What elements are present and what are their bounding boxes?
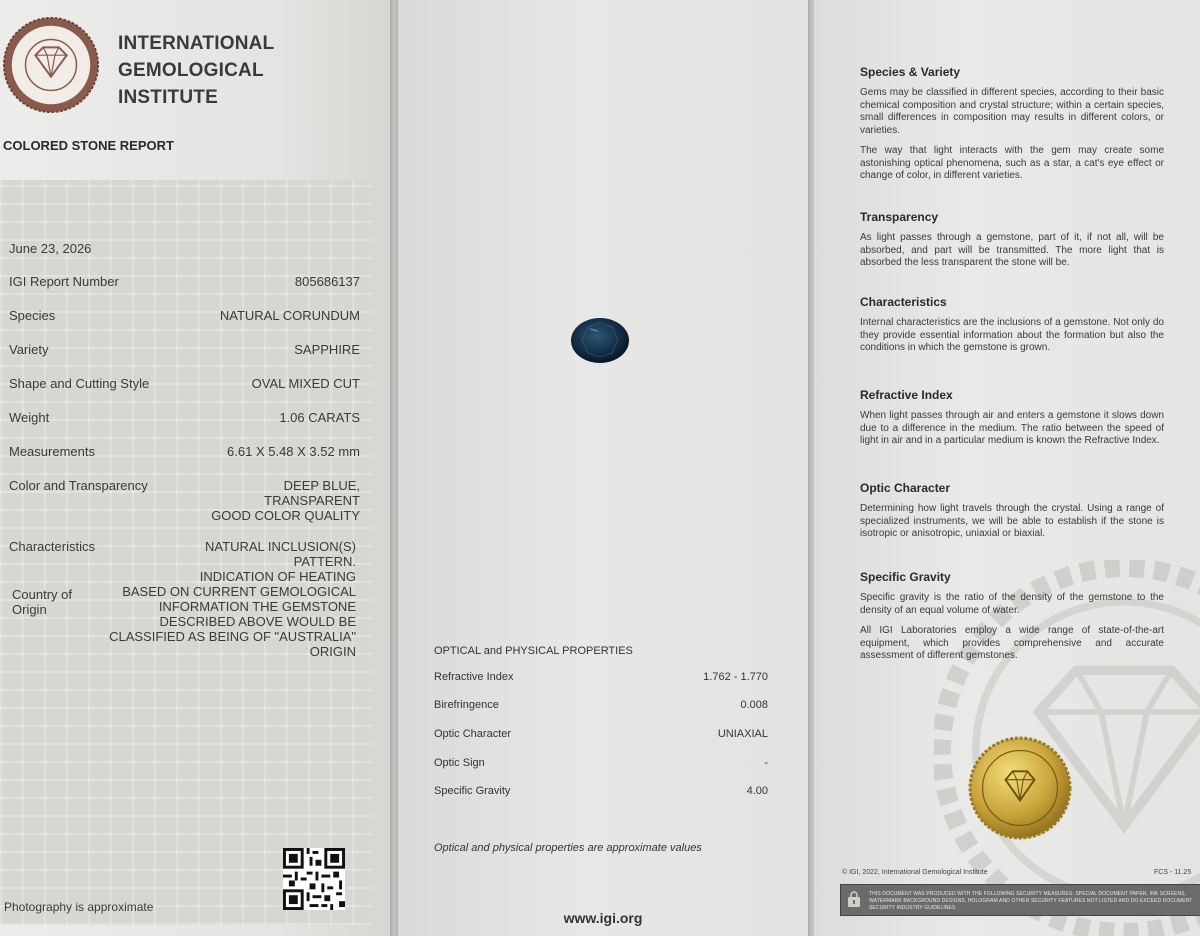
char-line: CLASSIFIED AS BEING OF "AUSTRALIA" [109,629,356,644]
lock-icon [847,891,861,907]
section-text: Specific gravity is the ratio of the density of the gemstone to the density of an equal volume of water. [860,592,1164,616]
field-label: Species [9,308,56,323]
section-title: Transparency [860,210,939,224]
security-text: THIS DOCUMENT WAS PRODUCED WITH THE FOLLOWING SECURITY MEASURES: SPECIAL DOCUMENT PAPER, INK SCREENS, WATERMARK BACKGROUND DESIGNS, HOLOGRAM AND OTHER SECURITY FEATURES NOT LISTED AND DO EXCEED DOCUMENT SECURITY INDUSTRY GUIDELINES [869,891,1193,911]
origin-label-line: Origin [12,602,47,617]
brand-line-3: INSTITUTE [118,87,218,108]
field-label: Measurements [9,444,95,459]
section-text: Internal characteristics are the inclusions of a gemstone. Not only do they provide essential information about the formation but also the conditions in which the gemstone is grown. [860,317,1164,353]
property-label: Refractive Index [434,671,514,683]
field-label: Shape and Cutting Style [9,376,150,391]
field-value: 1.06 CARATS [279,410,360,425]
section-text: The way that light interacts with the gem may create some astonishing optical phenomena, such as a star, a cat's eye effect or change of color, in different varieties. [860,145,1164,181]
report-date: June 23, 2026 [9,241,92,256]
info-section-characteristics [860,295,1164,363]
property-label: Specific Gravity [434,785,511,797]
qr-code-icon[interactable] [283,848,345,910]
properties-heading: OPTICAL and PHYSICAL PROPERTIES [434,645,633,657]
characteristics-value [109,539,356,659]
section-text: Determining how light travels through the crystal. Using a range of specialized instruments, we will be able to establish if the stone is isotropic or anisotropic, uniaxial or biaxial. [860,503,1164,539]
report-left-panel [0,0,390,936]
color-line: DEEP BLUE, [283,478,360,493]
characteristics-label: Characteristics [9,539,95,554]
field-label: Variety [9,342,49,357]
field-value: 805686137 [294,274,360,289]
info-section-species [860,65,1164,191]
origin-label-line: Country of [12,587,72,602]
color-value [211,478,360,523]
color-line: TRANSPARENT [264,493,360,508]
section-title: Characteristics [860,295,947,309]
section-text: Gems may be classified in different species, according to their basic chemical composition and crystal structure; within a certain species, small differences in composition may results in different colors, or varieties. [860,87,1164,136]
property-label: Optic Sign [434,757,485,769]
origin-label [12,587,92,617]
form-code: FCS - 11.25 [1154,869,1192,876]
field-value: 6.61 X 5.48 X 3.52 mm [227,444,360,459]
report-title: COLORED STONE REPORT [3,138,174,153]
section-title: Refractive Index [860,388,953,402]
char-line: ORIGIN [309,644,356,659]
field-value: NATURAL CORUNDUM [219,308,360,323]
report-center-panel [398,0,808,936]
fold-line [390,0,398,936]
property-value: 0.008 [740,699,768,711]
info-section-transparency [860,210,1164,278]
property-label: Optic Character [434,728,512,740]
char-line: BASED ON CURRENT GEMOLOGICAL [122,584,356,599]
property-value: 4.00 [746,785,768,797]
field-value: SAPPHIRE [294,342,360,357]
brand-line-1: INTERNATIONAL [118,33,275,54]
info-section-specific-gravity [860,570,1164,671]
char-line: INDICATION OF HEATING [199,569,356,584]
char-line: DESCRIBED ABOVE WOULD BE [159,614,356,629]
section-title: Specific Gravity [860,570,951,584]
section-text: All IGI Laboratories employ a wide range of state-of-the-art equipment, which provides comprehensive and accurate assessment of different gemstones. [860,625,1164,661]
info-section-optic-character [860,481,1164,549]
char-line: INFORMATION THE GEMSTONE [158,599,356,614]
section-title: Optic Character [860,481,951,495]
property-value: 1.762 - 1.770 [703,671,768,683]
char-line: NATURAL INCLUSION(S) [205,539,356,554]
brand-name [118,30,274,111]
info-section-refractive-index [860,388,1164,456]
color-label: Color and Transparency [9,478,148,493]
property-value: UNIAXIAL [717,728,768,740]
report-right-panel [814,0,1200,936]
brand-line-2: GEMOLOGICAL [118,60,264,81]
photo-note: Photography is approximate [4,900,154,914]
section-text: As light passes through a gemstone, part of it, if not all, will be absorbed, and part will be transmitted. The more light that is absorbed the less transparent the stone will be. [860,232,1164,268]
approximate-note: Optical and physical properties are approximate values [434,842,702,854]
field-label: Weight [9,410,50,425]
field-value: OVAL MIXED CUT [251,376,360,391]
field-label: IGI Report Number [9,274,119,289]
char-line: PATTERN. [293,554,356,569]
color-line: GOOD COLOR QUALITY [211,508,360,523]
section-text: When light passes through air and enters a gemstone it slows down due to a difference in the medium. The ratio between the speed of light in air and in a particular medium is known the Refractive Index. [860,410,1164,446]
gemstone-photo [570,317,630,364]
section-title: Species & Variety [860,65,961,79]
security-notice [840,884,1200,916]
property-label: Birefringence [434,699,499,711]
property-value: - [764,757,768,769]
igi-seal-icon [2,16,100,114]
copyright-text: © IGI, 2022, International Gemological Institute [842,869,988,876]
gold-hologram-seal-icon [968,736,1072,840]
website-link[interactable]: www.igi.org [563,910,643,926]
